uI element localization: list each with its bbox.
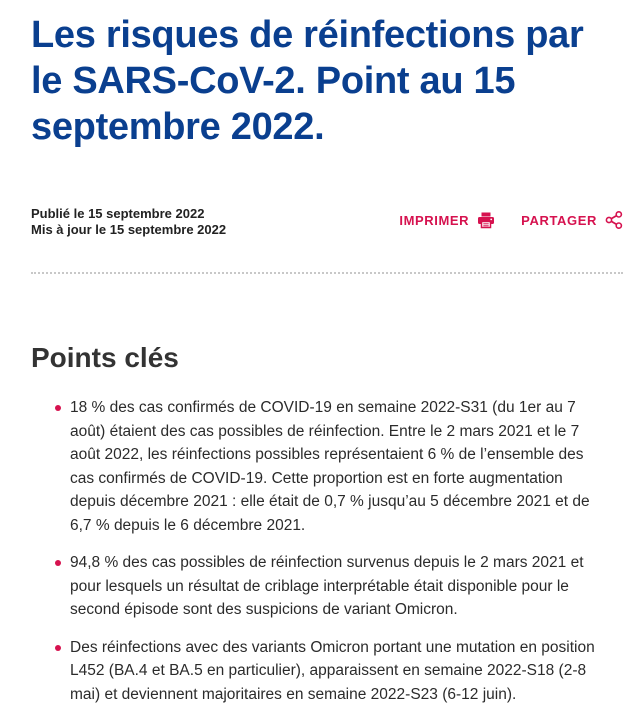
key-point-item [55, 636, 595, 707]
key-point-item [55, 551, 595, 622]
key-points-list [55, 396, 595, 720]
key-point-text: 18 % des cas confirmés de COVID-19 en semaine 2022-S31 (du 1er au 7 août) étaient des cas possibles de réinfection. Entre le 2 mars 2021 et le 7 août 2022, les réinfections possibles représentaient 6 % de l’ensemble des cas confirmés de COVID-19. Cette proportion est en forte augmentation depuis décembre 2021 : elle était de 0,7 % jusqu’au 5 décembre 2021 et de 6,7 % depuis le 6 décembre 2021. [70, 399, 590, 534]
bullet-icon [55, 645, 61, 651]
share-icon [605, 211, 623, 229]
article-actions [399, 211, 623, 229]
published-date: Publié le 15 septembre 2022 [31, 206, 205, 221]
page-title: Les risques de réinfections par le SARS-CoV-2. Point au 15 septembre 2022. [31, 14, 584, 148]
share-label: PARTAGER [521, 212, 597, 228]
share-button[interactable] [521, 211, 623, 229]
bullet-icon [55, 405, 61, 411]
print-label: IMPRIMER [399, 212, 470, 228]
publication-info [31, 206, 226, 238]
updated-date: Mis à jour le 15 septembre 2022 [31, 222, 227, 237]
section-divider [31, 272, 623, 274]
key-points-heading: Points clés [31, 342, 179, 373]
print-button[interactable] [399, 211, 495, 229]
bullet-icon [55, 560, 61, 566]
printer-icon [477, 211, 495, 229]
key-point-item [55, 396, 595, 537]
key-point-text: Des réinfections avec des variants Omicron portant une mutation en position L452 (BA.4 et BA.5 en particulier), apparaissent en semaine 2022-S18 (2-8 mai) et deviennent majoritaires en semaine 2022-S23 (6-12 juin). [70, 638, 595, 703]
key-point-text: 94,8 % des cas possibles de réinfection survenus depuis le 2 mars 2021 et pour lesquels un résultat de criblage interprétable était disponible pour le second épisode sont des suspicions de variant Omicron. [70, 554, 584, 618]
